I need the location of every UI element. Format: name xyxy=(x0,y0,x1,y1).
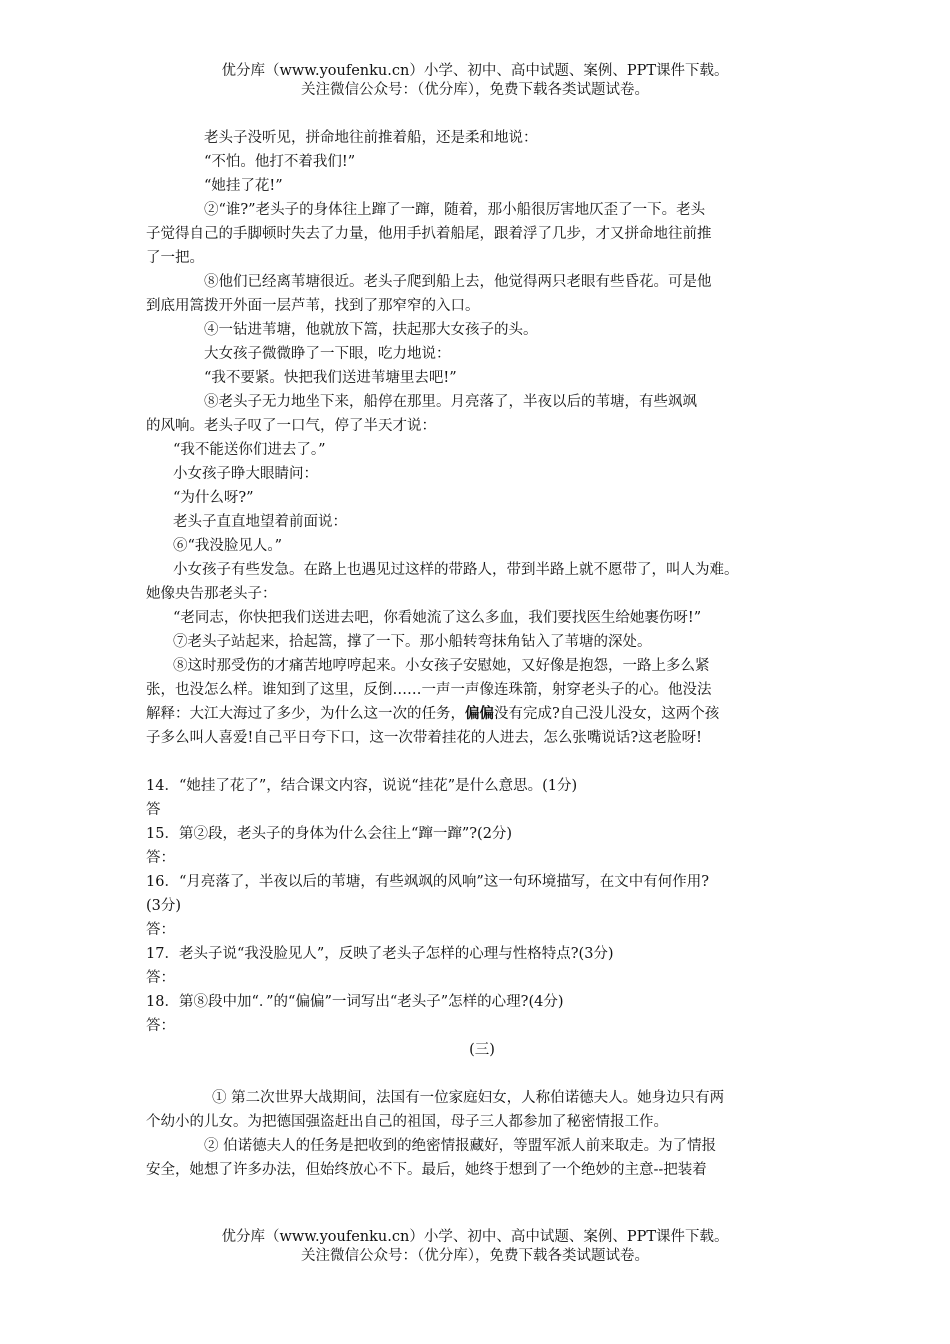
story-line: ⑧他们已经离苇塘很近。老头子爬到船上去，他觉得两只老眼有些昏花。可是他 xyxy=(204,274,712,290)
answer-label: 答： xyxy=(146,970,175,986)
page-content xyxy=(146,126,818,1182)
answer-label: 答： xyxy=(146,922,175,938)
story-line: ⑧老头子无力地坐下来，船停在那里。月亮落了，半夜以后的苇塘，有些飒飒 xyxy=(204,394,697,410)
story-line: “她挂了花!” xyxy=(204,178,283,194)
question-15: 15．第②段，老头子的身体为什么会往上“蹿一蹿”?(2分) xyxy=(146,826,513,842)
story-line: 子觉得自己的手脚顿时失去了力量，他用手扒着船尾，跟着浮了几步，才又拼命地往前推 xyxy=(146,226,712,242)
story-line: ⑥“我没脸见人。” xyxy=(173,538,283,554)
story-line: ④一钻进苇塘，他就放下篙，扶起那大女孩子的头。 xyxy=(204,322,538,338)
story-line: 老头子没听见，拼命地往前推着船，还是柔和地说： xyxy=(204,130,538,146)
spacer xyxy=(146,750,818,774)
answer-label: 答： xyxy=(146,1018,175,1034)
story-line: 了一把。 xyxy=(146,250,204,266)
page-footer xyxy=(0,1228,950,1266)
question-16: 16．“月亮落了，半夜以后的苇塘，有些飒飒的风响”这一句环境描写，在文中有何作用? xyxy=(146,874,710,890)
header-line-2: 关注微信公众号：（优分库），免费下载各类试题试卷。 xyxy=(301,82,649,98)
story-line: “老同志，你快把我们送进去吧，你看她流了这么多血，我们要找医生给她裹伤呀!” xyxy=(173,610,702,626)
passage-line: 安全，她想了许多办法，但始终放心不下。最后，她终于想到了一个绝妙的主意--把装着 xyxy=(146,1162,707,1178)
story-line: ②“谁?”老头子的身体往上蹿了一蹿，随着，那小船很厉害地仄歪了一下。老头 xyxy=(204,202,706,218)
question-16-points: (3分) xyxy=(146,898,182,914)
story-line: 老头子直直地望着前面说： xyxy=(173,514,347,530)
story-line: 张，也没怎么样。谁知到了这里，反倒……一声一声像连珠箭，射穿老头子的心。他没法 xyxy=(146,682,712,698)
emphasized-word: 偏偏 xyxy=(465,705,494,722)
section-title: (三) xyxy=(469,1042,495,1058)
story-line: “我不要紧。快把我们送进苇塘里去吧!” xyxy=(204,370,457,386)
story-text: 解释：大江大海过了多少，为什么这一次的任务， xyxy=(146,706,465,722)
story-line: 子多么叫人喜爱!自己平日夸下口，这一次带着挂花的人进去，怎么张嘴说话?这老脸呀! xyxy=(146,730,702,746)
footer-line-1: 优分库（www.youfenku.cn）小学、初中、高中试题、案例、PPT课件下载。 xyxy=(221,1229,729,1245)
answer-label: 答 xyxy=(146,802,161,818)
story-line: “为什么呀?” xyxy=(173,490,254,506)
answer-label: 答： xyxy=(146,850,175,866)
passage-line: 个幼小的儿女。为把德国强盗赶出自己的祖国，母子三人都参加了秘密情报工作。 xyxy=(146,1114,668,1130)
question-18: 18．第⑧段中加“．”的“偏偏”一词写出“老头子”怎样的心理?(4分) xyxy=(146,994,564,1010)
story-line: 小女孩子有些发急。在路上也遇见过这样的带路人，带到半路上就不愿带了，叫人为难。 xyxy=(173,562,739,578)
question-17: 17．老头子说“我没脸见人”，反映了老头子怎样的心理与性格特点?(3分) xyxy=(146,946,614,962)
story-line: 小女孩子睁大眼睛问： xyxy=(173,466,318,482)
spacer xyxy=(146,1062,818,1086)
page-header xyxy=(0,62,950,100)
story-line: 大女孩子微微睁了一下眼，吃力地说： xyxy=(204,346,451,362)
passage-line: ② 伯诺德夫人的任务是把收到的绝密情报藏好，等盟军派人前来取走。为了情报 xyxy=(204,1138,717,1154)
header-line-1: 优分库（www.youfenku.cn）小学、初中、高中试题、案例、PPT课件下载。 xyxy=(221,63,729,79)
story-line: ⑦老头子站起来，拾起篙，撑了一下。那小船转弯抹角钻入了苇塘的深处。 xyxy=(173,634,652,650)
footer-line-2: 关注微信公众号：（优分库），免费下载各类试题试卷。 xyxy=(301,1248,649,1264)
story-text: 没有完成?自己没儿没女，这两个孩 xyxy=(494,706,720,722)
story-line: ⑧这时那受伤的才痛苦地哼哼起来。小女孩子安慰她，又好像是抱怨，一路上多么紧 xyxy=(173,658,710,674)
story-line: 她像央告那老头子： xyxy=(146,586,277,602)
story-line: “不怕。他打不着我们!” xyxy=(204,154,356,170)
passage-line: ① 第二次世界大战期间，法国有一位家庭妇女，人称伯诺德夫人。她身边只有两 xyxy=(212,1090,725,1106)
story-line: “我不能送你们进去了。” xyxy=(173,442,326,458)
story-line: 到底用篙拨开外面一层芦苇，找到了那窄窄的入口。 xyxy=(146,298,480,314)
story-line xyxy=(146,702,818,726)
question-14: 14．“她挂了花了”，结合课文内容，说说“挂花”是什么意思。(1分) xyxy=(146,778,578,794)
story-line: 的风响。老头子叹了一口气，停了半天才说： xyxy=(146,418,436,434)
